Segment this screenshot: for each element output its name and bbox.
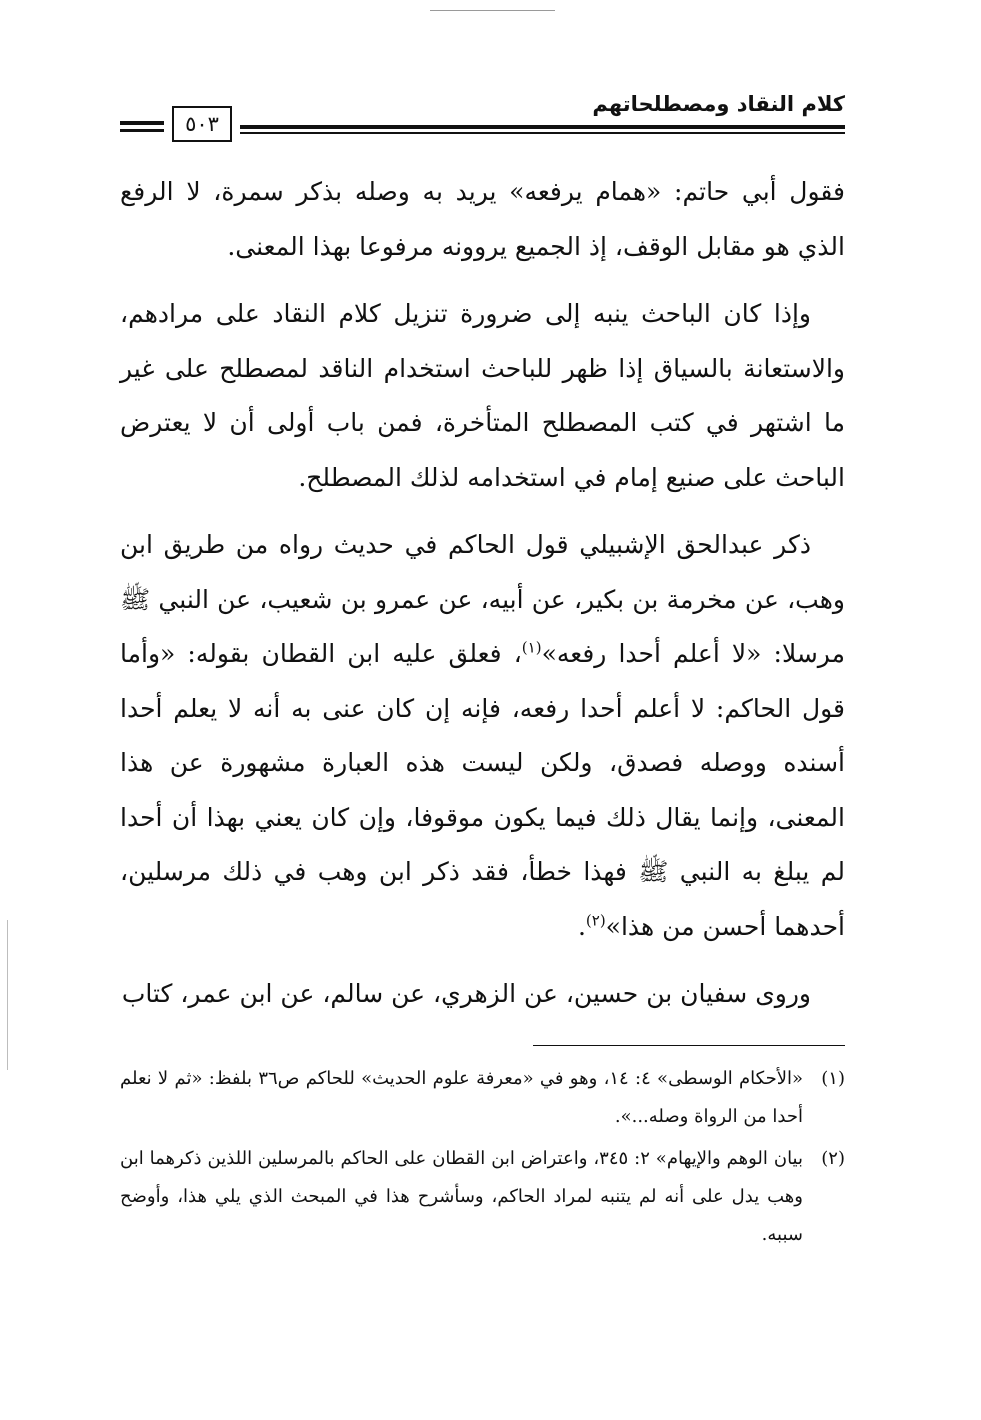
paragraph-text: . [577,911,586,941]
footnote-text: «الأحكام الوسطى» ٤: ١٤، وهو في «معرفة علوم الحديث» للحاكم ص٣٦ بلفظ: «ثم لا نعلم أحدا من الرواة وصله...». [120,1068,803,1127]
footnote [120,1060,845,1136]
footnotes [120,1060,845,1258]
footnote-number: (١) [821,1068,845,1089]
paragraph: فقول أبي حاتم: «همام يرفعه» يريد به وصله بذكر سمرة، لا الرفع الذي هو مقابل الوقف، إذ الجميع يروونه مرفوعا بهذا المعنى. [120,177,845,261]
paragraph [120,518,845,954]
paragraph: وروى سفيان بن حسين، عن الزهري، عن سالم، عن ابن عمر، كتاب [121,979,811,1008]
footnote-reference: (١) [521,638,542,657]
top-edge-rule [430,10,555,11]
paragraph: وإذا كان الباحث ينبه إلى ضرورة تنزيل كلام النقاد على مرادهم، والاستعانة بالسياق إذا ظهر للباحث استخدام الناقد لمصطلح على غير ما اشتهر في كتب المصطلح المتأخرة، فمن باب أولى أن لا يعترض الباحث على صنيع إمام في استخدامه لذلك المصطلح. [120,299,845,492]
page-number: ٥٠٣ [172,106,232,142]
page-header [120,92,845,152]
header-dash [120,129,164,132]
running-title: كلام النقاد ومصطلحاتهم [592,92,845,116]
scan-edge-mark [7,920,8,1070]
footnote-reference: (٢) [585,911,606,930]
paragraph-text: ، فعلق عليه ابن القطان بقوله: «وأما قول الحاكم: لا أعلم أحدا رفعه، فإنه إن كان عنى به أنه لا يعلم أحدا أسنده ووصله فصدق، ولكن ليست هذه العبارة مشهورة عن هذا المعنى، وإنما يقال ذلك فيما يكون موقوفا، وإن كان يعني بهذا أن أحدا لم يبلغ به النبي ﷺ فهذا خطأ، فقد ذكر ابن وهب في ذلك مرسلين، أحدهما أحسن من هذا» [120,639,845,941]
header-rule-thick [240,125,845,129]
header-dash [120,121,164,125]
main-text [120,165,845,1022]
footnote-text: بيان الوهم والإيهام» ٢: ٣٤٥، واعتراض ابن القطان على الحاكم بالمرسلين اللذين ذكرهما ابن وهب يدل على أنه لم يتنبه لمراد الحاكم، وسأشرح هذا في المبحث الذي يلي هذا، وأوضح سببه. [120,1148,803,1245]
header-rule-thin [240,132,845,134]
footnote [120,1140,845,1254]
footnote-number: (٢) [821,1148,845,1169]
paragraph-text: ذكر عبدالحق الإشبيلي قول الحاكم في حديث رواه من طريق ابن وهب، عن مخرمة بن بكير، عن أبيه، عن عمرو بن شعيب، عن النبي ﷺ مرسلا: «لا أعلم أحدا رفعه» [120,530,845,668]
footnote-separator [533,1045,845,1046]
